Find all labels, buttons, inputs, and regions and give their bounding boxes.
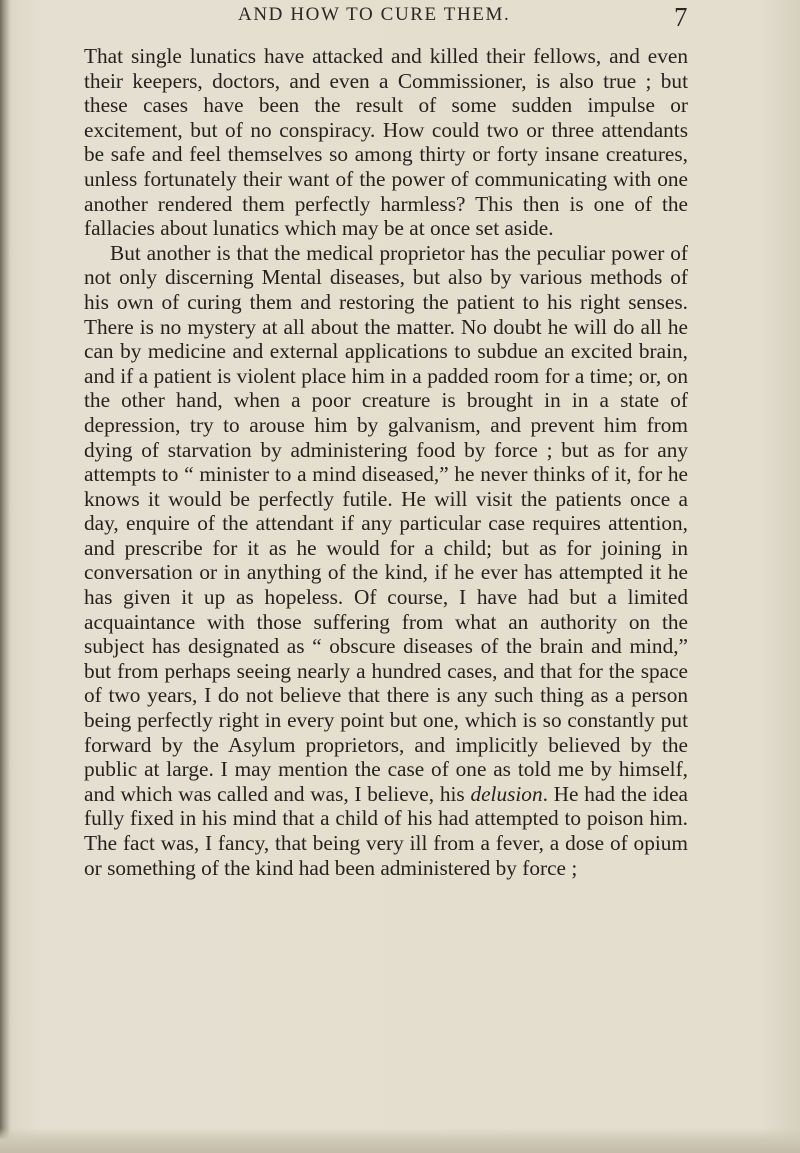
body-text (84, 44, 688, 880)
paragraph-1: That single lunatics have attacked and killed their fellows, and even their keepers, doctors, and even a Commissioner, is also true ; but these cases have been the result of some sudden impulse or excitement, but of no conspiracy. How could two or three attendants be safe and feel themselves so among thirty or forty insane creatures, unless fortunately their want of the power of communicating with one another rendered them perfectly harmless? This then is one of the fallacies about lunatics which may be at once set aside. (84, 44, 688, 241)
running-title: AND HOW TO CURE THEM. (238, 4, 511, 25)
paragraph-2-text: But another is that the medical proprietor has the peculiar power of not only discerning Mental diseases, but also by various methods of his own of curing them and restoring the patient to his right senses. There is no mystery at all about the matter. No doubt he will do all he can by medicine and external applications to subdue an excited brain, and if a patient is violent place him in a padded room for a time; or, on the other hand, when a poor creature is brought in in a state of depression, try to arouse him by galvanism, and prevent him from dying of starvation by administering food by force ; but as for any attempts to “ minister to a mind diseased,” he never thinks of it, for he knows it would be perfectly futile. He will visit the patients once a day, enquire of the attendant if any particular case requires attention, and prescribe for it as he would for a child; but as for joining in conversation or in anything of the kind, if he ever has attempted it he has given it up as hopeless. Of course, I have had but a limited acquaintance with those suffering from what an authority on the subject has designated as “ obscure diseases of the brain and mind,” but from perhaps seeing nearly a hundred cases, and that for the space of two years, I do not believe that there is any such thing as a person being perfectly right in every point but one, which is so constantly put forward by the Asylum proprietors, and implicitly believed by the public at large. I may mention the case of one as told me by himself, and which was called and was, I believe, his (84, 240, 688, 806)
running-head (0, 4, 800, 30)
paragraph-2 (84, 241, 688, 880)
spine-shadow (0, 0, 10, 1153)
paragraph-2-text-after: . He had the idea fully fixed in his mind that a child of his had attempted to poison him. The fact was, I fancy, that being very ill from a fever, a dose of opium or something of the kind had been administered by force ; (84, 781, 688, 880)
page-number: 7 (674, 2, 688, 32)
page-bottom-edge (0, 1128, 800, 1153)
emphasis-delusion: delusion (470, 781, 543, 806)
